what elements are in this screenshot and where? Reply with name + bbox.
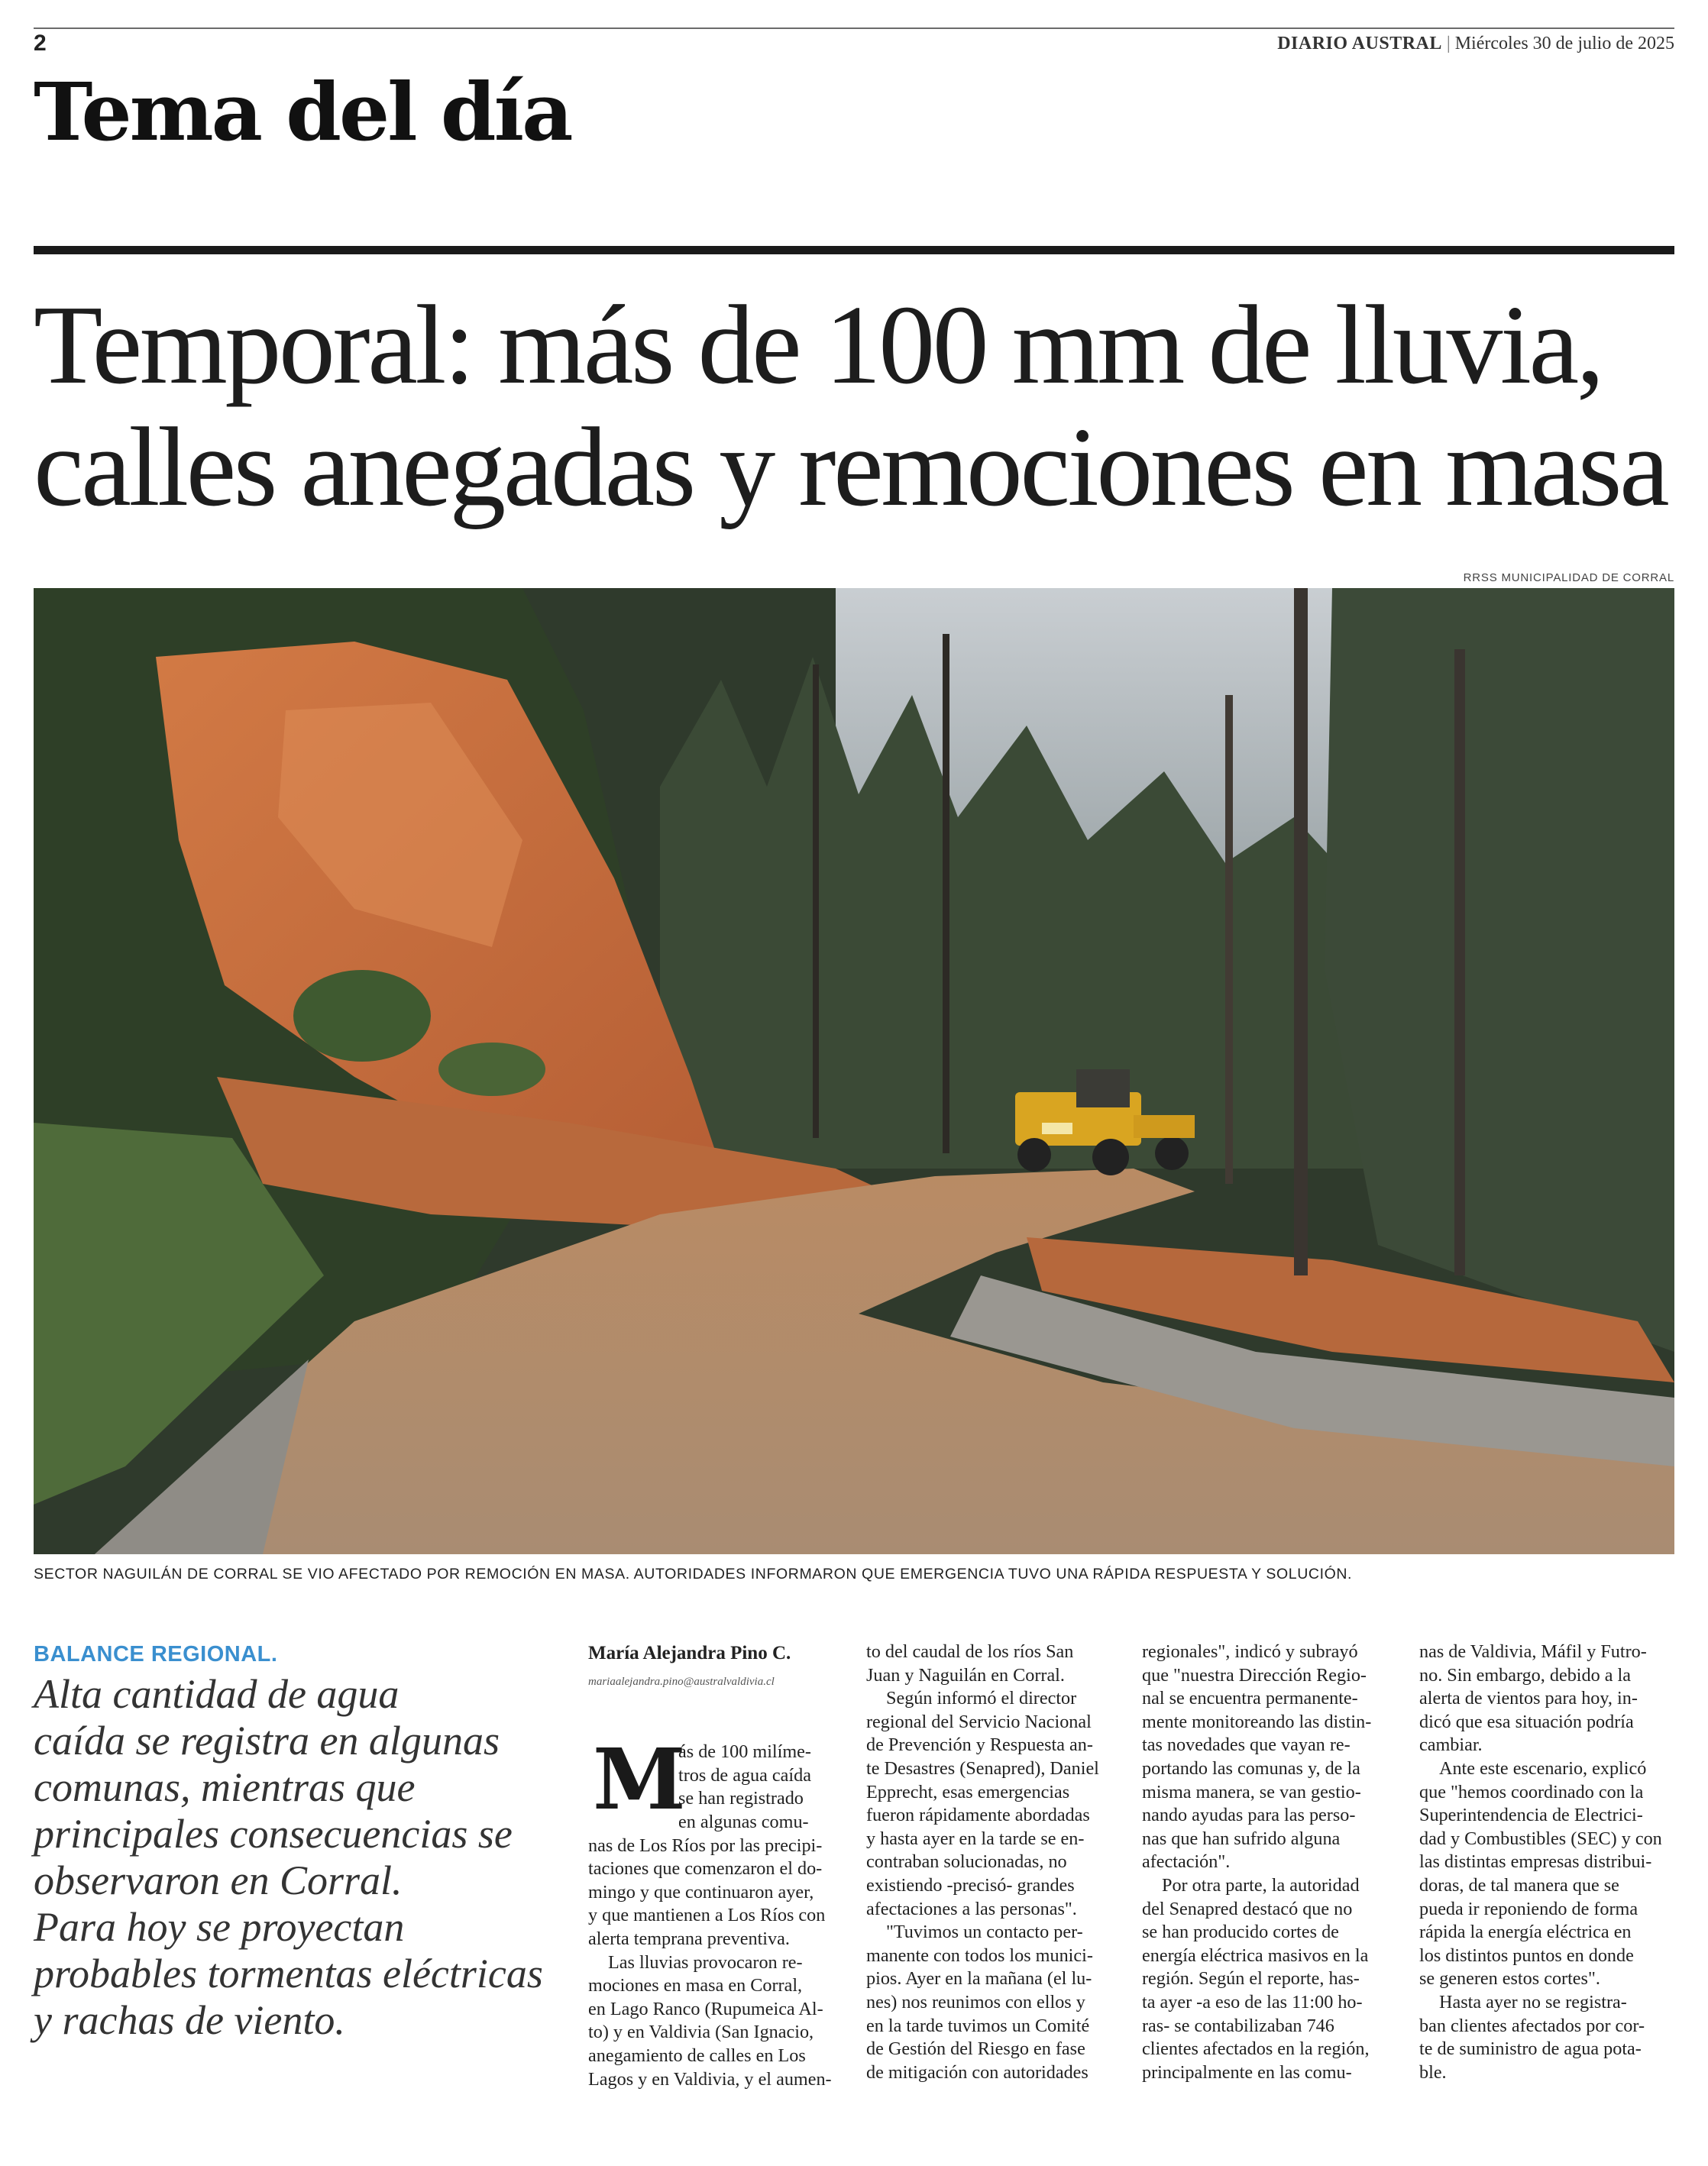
text-line: Juan y Naguilán en Corral. (866, 1664, 1065, 1686)
deck-line: principales consecuencias se (34, 1811, 513, 1857)
text-line: pueda ir reponiendo de forma (1419, 1898, 1638, 1919)
page-number: 2 (34, 31, 47, 56)
text-line: anegamiento de calles en Los (588, 2045, 806, 2066)
section-title: Tema del día (34, 65, 571, 159)
text-line: existiendo -precisó- grandes (866, 1874, 1075, 1896)
article-column-1 (588, 1641, 845, 2091)
text-line: que "hemos coordinado con la (1419, 1781, 1644, 1802)
text-line: Ante este escenario, explicó (1439, 1757, 1647, 1779)
text-line: rápida la energía eléctrica en (1419, 1922, 1632, 1943)
masthead (1277, 34, 1674, 54)
deck-line: comunas, mientras que (34, 1764, 416, 1810)
text-line: de mitigación con autoridades (866, 2061, 1089, 2083)
text-line: taciones que comenzaron el do- (588, 1858, 823, 1880)
text-line: te de suministro de agua pota- (1419, 2038, 1642, 2060)
text-line: fueron rápidamente abordadas (866, 1805, 1090, 1826)
text-line: se han registrado (678, 1788, 804, 1809)
text-line: y que mantienen a Los Ríos con (588, 1905, 826, 1926)
text-line: ban clientes afectados por cor- (1419, 2015, 1645, 2036)
headline-line: calles anegadas y remociones en masa (34, 405, 1668, 530)
text-line: pios. Ayer en la mañana (el lu- (866, 1968, 1092, 1990)
text-line: tros de agua caída (678, 1764, 811, 1786)
text-line: región. Según el reporte, has- (1142, 1968, 1360, 1990)
text-line: clientes afectados en la región, (1142, 2038, 1370, 2060)
text-line: no. Sin embargo, debido a la (1419, 1664, 1631, 1686)
text-line: alerta temprana preventiva. (588, 1928, 790, 1949)
text-line: principalmente en las comu- (1142, 2061, 1352, 2083)
deck-line: caída se registra en algunas (34, 1718, 500, 1764)
text-line: to del caudal de los ríos San (866, 1641, 1074, 1662)
text-line: Hasta ayer no se registra- (1439, 1991, 1627, 2012)
text-line: mingo y que continuaron ayer, (588, 1881, 814, 1903)
drop-cap: M (593, 1730, 686, 1829)
text-line: en la tarde tuvimos un Comité (866, 2015, 1090, 2036)
text-line: regionales", indicó y subrayó (1142, 1641, 1358, 1662)
opening-paragraph (588, 1730, 845, 1834)
text-line: en Lago Ranco (Rupumeica Al- (588, 1998, 823, 2019)
text-line: alerta de vientos para hoy, in- (1419, 1688, 1638, 1709)
landslide-photo (34, 588, 1674, 1554)
text-line: portando las comunas y, de la (1142, 1757, 1360, 1779)
text-line: ras- se contabilizaban 746 (1142, 2015, 1334, 2036)
article-column-4 (1419, 1641, 1676, 2084)
photo-credit: RRSS MUNICIPALIDAD DE CORRAL (1463, 571, 1674, 584)
article-column-2 (866, 1641, 1123, 2084)
text-line: ás de 100 milíme- (678, 1741, 811, 1763)
text-line: Por otra parte, la autoridad (1162, 1874, 1360, 1896)
deck-line: observaron en Corral. (34, 1857, 403, 1903)
headline-line: Temporal: más de 100 mm de lluvia, (34, 283, 1603, 408)
deck-line: probables tormentas eléctricas (34, 1951, 543, 1996)
top-rule (34, 27, 1674, 29)
text-line: nas de Valdivia, Máfil y Futro- (1419, 1641, 1647, 1662)
text-line: regional del Servicio Nacional (866, 1711, 1092, 1732)
text-line: ta ayer -a eso de las 11:00 ho- (1142, 1991, 1363, 2012)
kicker: BALANCE REGIONAL. (34, 1642, 278, 1667)
text-line: se generen estos cortes". (1419, 1968, 1600, 1990)
deck-line: Para hoy se proyectan (34, 1904, 405, 1950)
text-line: tas novedades que vayan re- (1142, 1734, 1351, 1756)
issue-date: Miércoles 30 de julio de 2025 (1454, 34, 1674, 53)
text-line: se han producido cortes de (1142, 1922, 1339, 1943)
text-line: contraban solucionadas, no (866, 1851, 1067, 1873)
text-line: nas de Los Ríos por las precipi- (588, 1835, 823, 1856)
text-line: en algunas comu- (678, 1811, 809, 1832)
byline: María Alejandra Pino C. (588, 1643, 791, 1663)
article-column-3 (1142, 1641, 1399, 2084)
text-line: que "nuestra Dirección Regio- (1142, 1664, 1367, 1686)
text-line: manente con todos los munici- (866, 1945, 1093, 1966)
text-line: Superintendencia de Electrici- (1419, 1805, 1643, 1826)
text-line: nas que han sufrido alguna (1142, 1828, 1341, 1849)
text-line: nes) nos reunimos con ellos y (866, 1991, 1085, 2012)
author-email: mariaalejandra.pino@australvaldivia.cl (588, 1675, 775, 1688)
headline-rule (34, 246, 1674, 254)
text-line: mente monitoreando las distin- (1142, 1711, 1372, 1732)
text-line: nal se encuentra permanente- (1142, 1688, 1358, 1709)
text-line: dicó que esa situación podría (1419, 1711, 1634, 1732)
text-line: "Tuvimos un contacto per- (886, 1922, 1083, 1943)
headline (34, 284, 1684, 529)
text-line: misma manera, se van gestio- (1142, 1781, 1361, 1802)
text-line: ble. (1419, 2061, 1447, 2083)
text-line: mociones en masa en Corral, (588, 1975, 803, 1996)
text-line: del Senapred destacó que no (1142, 1898, 1353, 1919)
deck (34, 1671, 584, 2044)
text-line: las distintas empresas distribui- (1419, 1851, 1652, 1873)
text-line: los distintos puntos en donde (1419, 1945, 1634, 1966)
text-line: Las lluvias provocaron re- (608, 1951, 803, 1973)
text-line: afectación". (1142, 1851, 1231, 1873)
text-line: afectaciones a las personas". (866, 1898, 1077, 1919)
text-line: Lagos y en Valdivia, y el aumen- (588, 2068, 832, 2090)
text-line: energía eléctrica masivos en la (1142, 1945, 1369, 1966)
text-line: y hasta ayer en la tarde se en- (866, 1828, 1085, 1849)
text-line: to) y en Valdivia (San Ignacio, (588, 2022, 814, 2043)
text-line: Epprecht, esas emergencias (866, 1781, 1070, 1802)
masthead-separator: | (1446, 34, 1451, 53)
publication-name: DIARIO AUSTRAL (1277, 34, 1442, 53)
deck-line: Alta cantidad de agua (34, 1671, 400, 1717)
text-line: cambiar. (1419, 1734, 1483, 1756)
deck-line: y rachas de viento. (34, 1997, 345, 2043)
text-line: Según informó el director (886, 1688, 1077, 1709)
text-line: nando ayudas para las perso- (1142, 1805, 1356, 1826)
text-line: te Desastres (Senapred), Daniel (866, 1757, 1099, 1779)
text-line: doras, de tal manera que se (1419, 1874, 1619, 1896)
text-line: de Prevención y Respuesta an- (866, 1734, 1093, 1756)
photo-caption: SECTOR NAGUILÁN DE CORRAL SE VIO AFECTADO POR REMOCIÓN EN MASA. AUTORIDADES INFORMARON QUE EMERGENCIA TUVO UNA RÁPIDA RESPUESTA Y SOLUCIÓN. (34, 1566, 1353, 1582)
text-line: de Gestión del Riesgo en fase (866, 2038, 1085, 2060)
text-line: dad y Combustibles (SEC) y con (1419, 1828, 1662, 1849)
